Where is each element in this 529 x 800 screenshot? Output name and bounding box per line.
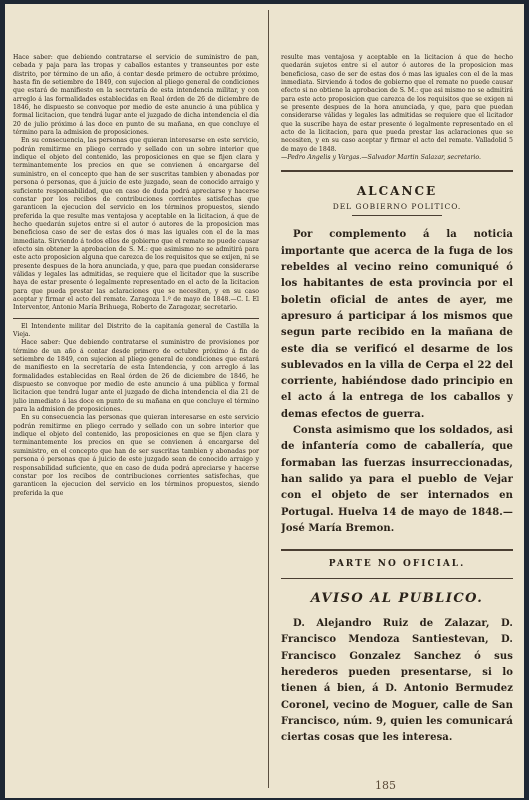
notice-paragraph-3: Hace saber: Que debiendo contratarse el suministro de provisiones por término de un año á contar desde primero de octubre próximo á fin de setiembre de 1849, con sujecion al pliego general de condiciones que estará de manifiesto en la secretaría de esta Intendencia, y con arreglo á las formalidades establecidas en Real órden de 26 de diciembre de 1846, he dispuesto se convoque por medio de este anuncio á una pública y formal licitacion que tendrá lugar ante el juzgado de dicha intendencia el dia 21 de julio inmediato á las doce en punto de su mañana en que concluye el término para la admision de proposiciones. [13, 339, 259, 414]
notice-continuation: resulte mas ventajosa y aceptable en la licitacion á que de hecho quedarán sujetos entre si el autor ó autores de la proposicion mas beneficiosa, caso de ser de estas dos ó mas las iguales con el de la mas inmediata. Sirviendo á todos de gobierno que el remate no puede causar efecto si no obtiene la aprobacion de S. M.: que asi mismo no se admitirá para este acto proposicion que carezca de los requisitos que se exigen ni se presente despues de la hora anunciada, y que, para que puedan considerarse válidas y legales las admitidas se requiere que el licitador que la suscribe haya de estar presente ó legalmente representado en el acto de la licitacion, para que pueda prestar las aclaraciones que se necesiten, y en su caso aceptar y firmar el acto del remate. Valladolid 5 de mayo de 1848. [281, 54, 513, 153]
parte-title: PARTE NO OFICIAL. [328, 559, 466, 570]
section-divider [13, 318, 259, 319]
left-column [13, 4, 259, 498]
subtitle-rule [352, 215, 442, 216]
section-divider-parte [281, 549, 513, 551]
alcance-title: ALCANCE [356, 184, 438, 199]
aviso-paragraph: D. Alejandro Ruiz de Zalazar, D. Francisco Mendoza Santiestevan, D. Francisco Gonzalez Sanchez ó sus herederos pueden presentarse, si lo tienen á bien, á D. Antonio Bermudez Coronel, vecino de Moguer, calle de San Francisco, núm. 9, quien les comunicará ciertas cosas que les interesa. [281, 618, 513, 744]
section-divider-alcance [281, 170, 513, 172]
right-column [281, 4, 513, 746]
column-divider [268, 10, 269, 788]
notice-signature: —Pedro Angelis y Vargas.—Salvador Martin Salazar, secretario. [281, 154, 481, 162]
alcance-paragraph-2: Consta asimismo que los soldados, asi de infantería como de caballería, que formaban las fuerzas insurreccionadas, han salido ya para el pueblo de Vejar con el objeto de ser internados en Portugal. Huelva 14 de mayo de 1848.— José María Bremon. [281, 425, 513, 534]
alcance-paragraph-1: Por complemento á la noticia importante que acerca de la fuga de los rebeldes al vecino reino comuniqué ó los habitantes de esta provincia por el boletin oficial de antes de ayer, me apresuro á participar á los mismos que segun parte recibido en la mañana de este dia se verificó el desarme de los sublevados en la villa de Cerpa el 22 del corriente, habiéndose dado principio en el acto á la entrega de los caballos y demas efectos de guerra. [281, 229, 513, 420]
section-divider-aviso [281, 578, 513, 579]
notice-paragraph-2: En su consecuencia, las personas que quieran interesarse en este servicio, podrán remitirme en pliego cerrado y sellado con un sobre interior que indique el objeto del contenido, las proposiciones en que se fijen clara y terminantemente los precios en que se convienen á encargarse del suministro, en el concepto que han de ser suscritas tambien y abonadas por persona ó personas, que á juicio de este juzgado, sean de conocido arraigo y suficiente responsabilidad, que en caso de duda podrá apreciarse y hacerse constar por los recibos de contribuciones corrientes satisfechas que garanticen la ejecucion del servicio en los términos propuestos, siendo preferida la que resulte mas ventajosa y aceptable en la licitacion, á que de hecho quedarán sujetos entre si el autor ó autores de la proposicion mas beneficiosa caso de ser de estas dos ó mas las iguales con el de la mas inmediata. Sirviendo á todos ellos de gobierno que el remate no puede causar efecto sin obtener la aprobacion de S. M.: que asimismo no se admitirá para este acto proposicion alguna que carezca de los requisitos que se exijen, ni se presente despues de la hora anunciada, y que, para que puedan considerarse válidas y legales las admitidas, se requiere que el licitador que la suscribe haya de estar presente ó legalmente representado en el acto de la licitacion para que pueda prestar las aclaraciones que se necesiten, y en su caso aceptar y firmar el acto del remate. Zaragoza 1.º de mayo de 1848.—C. I. El Interventor, Antonio María Brihuega, Roberto de Zaragozar, secretario. [13, 137, 259, 312]
notice-heading-intendente: El Intendente militar del Distrito de la capitanía general de Castilla la Vieja. [13, 322, 259, 338]
aviso-title: AVISO AL PUBLICO. [310, 591, 484, 607]
alcance-subtitle: DEL GOBIERNO POLITICO. [332, 202, 462, 212]
newspaper-page [5, 4, 524, 798]
page-number: 185 [375, 779, 396, 792]
notice-paragraph-1: Hace saber: que debiendo contratarse el servicio de suministro de pan, cebada y paja para las tropas y caballos estantes y transeuntes por este distrito, por término de un año, á contar desde primero de octubre próximo, hasta fin de setiembre de 1849, con sujecion al pliego general de condiciones que estará de manifiesto en la secretaría de esta intendencia militar, y con arreglo á las formalidades establecidas en Real órden de 26 de diciembre de 1846, he dispuesto se convoque por medio de este anuncio á una pública y formal licitacion, que tendrá lugar ante el juzgado de dicha intendencia el dia 20 de julio próximo á las doce en punto de su mañana, en que concluye el término para la admision de proposiciones. [13, 54, 259, 137]
notice-paragraph-4: En su consecuencia las personas que quieran interesarse en este servicio podrán remitirme en pliego cerrado y sellado con un sobre interior que indique el objeto del contenido, las proposiciones en que se fijen clara y terminantemente los precios en que se convienen á encargarse del suministro, en el concepto que han de ser suscritas tambien y abonadas por persona ó personas que á juicio de este juzgado sean de conocido arraigo y responsabilidad suficiente, que en caso de duda podrá apreciarse y hacerse constar por los recibos de contribuciones corrientes satisfechas, que garanticen la ejecucion del servicio en los términos propuestos, siendo preferida la que [13, 414, 259, 497]
